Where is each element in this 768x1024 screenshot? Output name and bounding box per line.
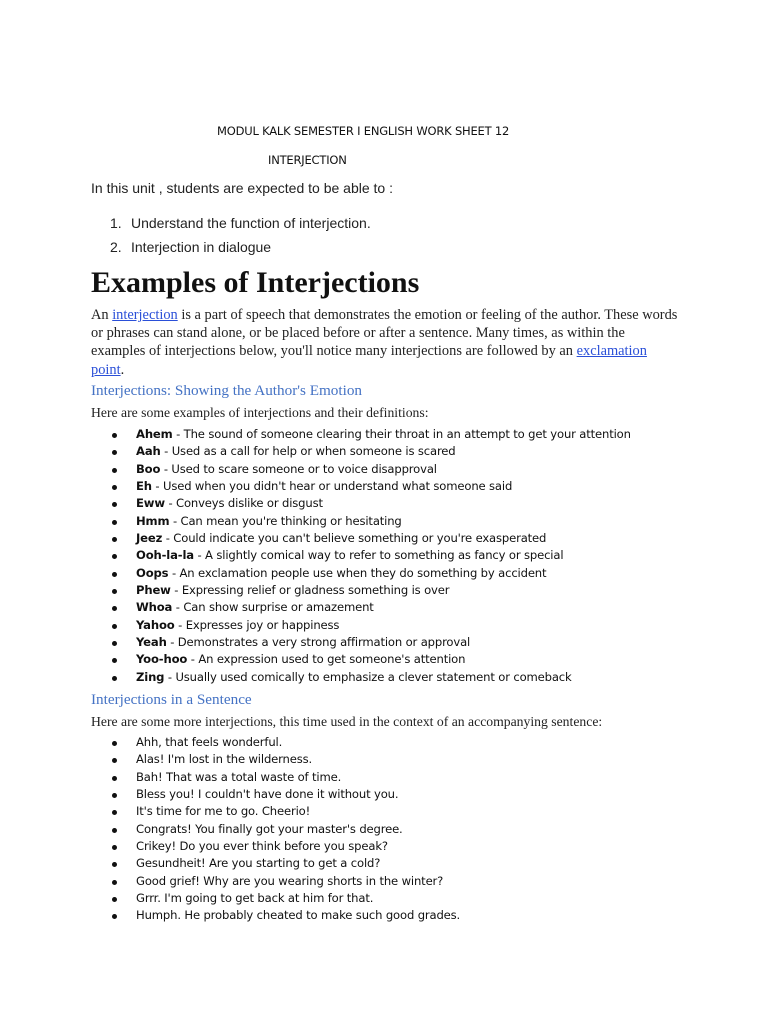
list-item — [112, 565, 631, 582]
list-item — [112, 651, 631, 668]
objectives-list — [91, 214, 371, 262]
interjection-term: Ooh-la-la — [136, 548, 194, 563]
list-item — [112, 461, 631, 478]
list-item — [112, 907, 460, 924]
interjection-term: Oops — [136, 565, 169, 580]
list-item — [112, 495, 631, 512]
list-item — [112, 803, 460, 820]
list-item — [112, 617, 631, 634]
interjection-definition: - Conveys dislike or disgust — [164, 496, 323, 511]
example-sentence: Grrr. I'm going to get back at him for that. — [136, 891, 374, 906]
example-sentence: Gesundheit! Are you starting to get a cold? — [136, 856, 381, 871]
bullet-icon — [112, 589, 117, 594]
interjection-definition: - An exclamation people use when they do something by accident — [168, 565, 547, 580]
list-item — [112, 873, 460, 890]
exclamation-point-link[interactable]: exclamation point — [91, 343, 647, 378]
section-lead: Here are some more interjections, this time used in the context of an accompanying sentence: — [91, 714, 603, 729]
intro-text: In this unit , students are expected to be able to : — [91, 180, 393, 196]
example-sentence: Crikey! Do you ever think before you speak? — [136, 839, 388, 854]
sentences-list — [112, 734, 460, 925]
interjection-term: Phew — [136, 583, 171, 598]
interjection-term: Whoa — [136, 600, 173, 615]
list-item — [112, 786, 460, 803]
bullet-icon — [112, 520, 117, 525]
interjection-definition: - The sound of someone clearing their throat in an attempt to get your attention — [172, 427, 631, 441]
bullet-icon — [112, 554, 117, 559]
interjection-definition: - Can mean you're thinking or hesitating — [169, 513, 402, 528]
bullet-icon — [112, 502, 117, 507]
interjection-definition: - Can show surprise or amazement — [172, 600, 374, 615]
interjection-term: Eww — [136, 496, 165, 511]
objective-item — [91, 214, 371, 238]
interjection-link[interactable]: interjection — [112, 307, 178, 323]
list-item — [112, 582, 631, 599]
example-sentence: Humph. He probably cheated to make such good grades. — [136, 908, 461, 923]
objective-number: 2. — [110, 239, 122, 255]
bullet-icon — [112, 676, 117, 681]
interjection-term: Ahem — [136, 427, 173, 441]
bullet-icon — [112, 845, 117, 850]
list-item — [112, 478, 631, 495]
interjection-definition: - Used when you didn't hear or understand what someone said — [151, 479, 513, 494]
objective-text: Interjection in dialogue — [131, 239, 272, 255]
bullet-icon — [112, 606, 117, 611]
interjection-definition: - Expresses joy or happiness — [174, 617, 340, 632]
example-sentence: Bless you! I couldn't have done it without you. — [136, 787, 399, 802]
bullet-icon — [112, 641, 117, 646]
list-item — [112, 443, 631, 460]
list-item — [112, 513, 631, 530]
interjection-definition: - Used as a call for help or when someone is scared — [160, 444, 456, 459]
interjection-term: Hmm — [136, 513, 170, 528]
bullet-icon — [112, 828, 117, 833]
bullet-icon — [112, 758, 117, 763]
interjection-term: Aah — [136, 444, 161, 459]
bullet-icon — [112, 624, 117, 629]
bullet-icon — [112, 914, 117, 919]
paragraph-text: . — [120, 361, 125, 378]
example-sentence: Bah! That was a total waste of time. — [136, 769, 342, 784]
objective-number: 1. — [110, 215, 122, 231]
interjection-definition: - A slightly comical way to refer to something as fancy or special — [193, 548, 564, 563]
page-title: Examples of Interjections — [91, 266, 420, 299]
bullet-icon — [112, 433, 117, 438]
bullet-icon — [112, 776, 117, 781]
bullet-icon — [112, 793, 117, 798]
list-item — [112, 547, 631, 564]
paragraph-text: An — [91, 307, 113, 323]
list-item — [112, 890, 460, 907]
worksheet-header: MODUL KALK SEMESTER I ENGLISH WORK SHEET 12 — [217, 124, 510, 138]
bullet-icon — [112, 485, 117, 490]
interjection-term: Eh — [136, 479, 152, 494]
bullet-icon — [112, 468, 117, 473]
bullet-icon — [112, 450, 117, 455]
bullet-icon — [112, 897, 117, 902]
list-item — [112, 634, 631, 651]
interjection-term: Yeah — [136, 635, 167, 650]
interjection-term: Boo — [136, 461, 161, 476]
example-sentence: Good grief! Why are you wearing shorts in the winter? — [136, 873, 444, 888]
list-item — [112, 821, 460, 838]
interjection-definition: - Could indicate you can't believe something or you're exasperated — [162, 531, 547, 546]
list-item — [112, 838, 460, 855]
interjection-term: Zing — [136, 669, 165, 684]
example-sentence: Ahh, that feels wonderful. — [136, 735, 283, 749]
interjection-term: Yoo-hoo — [136, 652, 188, 667]
objective-text: Understand the function of interjection. — [131, 215, 371, 231]
list-item — [112, 426, 631, 443]
list-item — [112, 599, 631, 616]
list-item — [112, 751, 460, 768]
bullet-icon — [112, 572, 117, 577]
list-item — [112, 734, 460, 751]
paragraph-text: is a part of speech that demonstrates the emotion or feeling of the author. These words or phrases can stand alone, or be placed before or after a sentence. Many times, as within the examples of interjections below, you'll notice many interjections are followed by an — [91, 307, 678, 360]
example-sentence: It's time for me to go. Cheerio! — [136, 804, 311, 819]
worksheet-topic: INTERJECTION — [268, 153, 347, 167]
bullet-icon — [112, 741, 117, 746]
section-lead: Here are some examples of interjections and their definitions: — [91, 405, 429, 420]
intro-paragraph — [91, 306, 681, 379]
interjection-definition: - Usually used comically to emphasize a clever statement or comeback — [164, 669, 572, 684]
objective-item — [91, 238, 371, 262]
bullet-icon — [112, 810, 117, 815]
section-heading-emotion: Interjections: Showing the Author's Emotion — [91, 382, 363, 399]
example-sentence: Congrats! You finally got your master's degree. — [136, 821, 403, 836]
interjection-term: Yahoo — [136, 617, 175, 632]
list-item — [112, 669, 631, 686]
bullet-icon — [112, 862, 117, 867]
list-item — [112, 769, 460, 786]
interjection-definition: - Used to scare someone or to voice disapproval — [160, 461, 437, 476]
bullet-icon — [112, 658, 117, 663]
interjection-definition: - An expression used to get someone's attention — [187, 652, 466, 667]
bullet-icon — [112, 880, 117, 885]
interjection-definition: - Demonstrates a very strong affirmation or approval — [166, 635, 471, 650]
section-heading-sentence: Interjections in a Sentence — [91, 691, 252, 708]
example-sentence: Alas! I'm lost in the wilderness. — [136, 752, 313, 767]
definitions-list — [112, 426, 631, 686]
list-item — [112, 855, 460, 872]
bullet-icon — [112, 537, 117, 542]
interjection-term: Jeez — [136, 531, 163, 546]
list-item — [112, 530, 631, 547]
interjection-definition: - Expressing relief or gladness something is over — [170, 583, 450, 598]
